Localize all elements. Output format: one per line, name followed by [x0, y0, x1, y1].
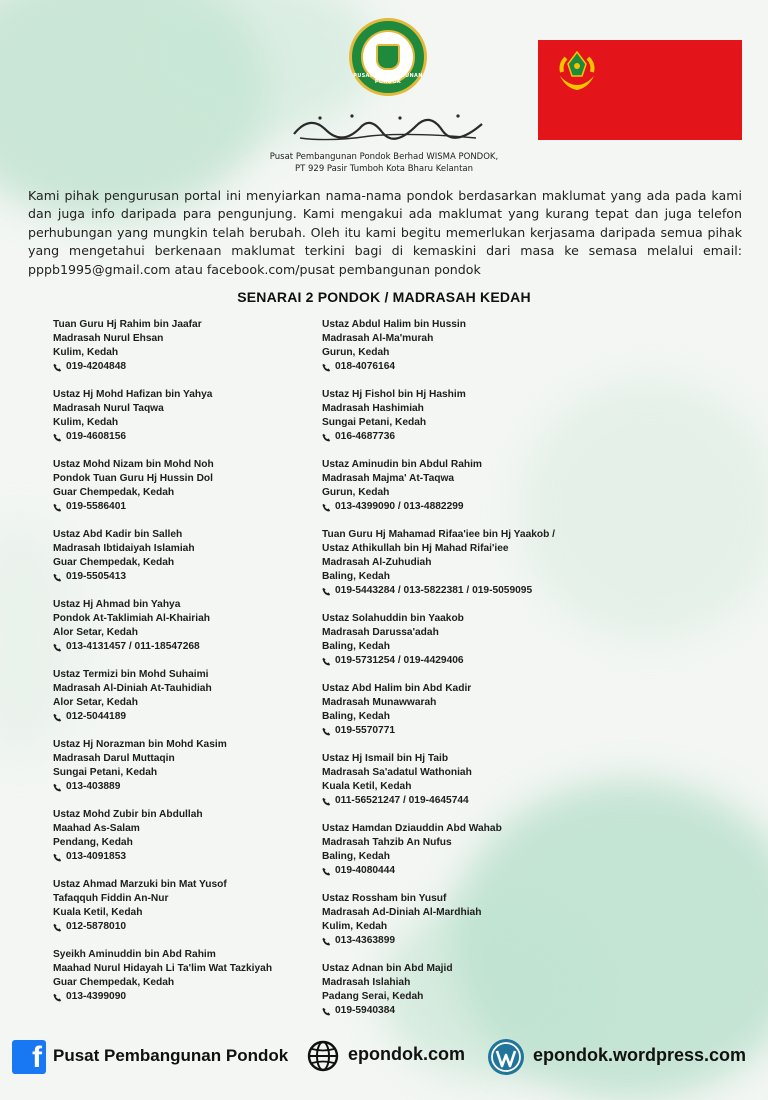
list-item [322, 612, 622, 682]
list-item [322, 682, 622, 752]
teacher-name: Ustaz Hj Fishol bin Hj Hashim [322, 389, 466, 400]
teacher-name: Ustaz Solahuddin bin Yaakob [322, 613, 464, 624]
school-name: Madrasah Tahzib An Nufus [322, 837, 452, 848]
teacher-name: Ustaz Abd Kadir bin Salleh [53, 529, 183, 540]
list-item [53, 948, 303, 1018]
organization-logo [349, 18, 427, 96]
phone-icon [322, 657, 331, 666]
phone-number: 019-5586401 [66, 501, 127, 512]
intro-paragraph: Kami pihak pengurusan portal ini menyiarkan nama-nama pondok berdasarkan maklumat yang ada pada kami dan juga info daripada para pengunjung. Kami mengakui ada maklumat yang kurang tepat dan juga telefon perhubungan yang mungkin telah berubah. Oleh itu kami begitu memerlukan kerjasama daripada semua pihak yang mengetahui berkenaan maklumat terkini bagi di kemaskini dari masa ke semasa melalui email: pppb1995@gmail.com atau facebook.com/pusat pembangunan pondok [28, 188, 742, 277]
list-item [322, 822, 622, 892]
website-label: epondok.com [348, 1044, 466, 1064]
school-name: Maahad As-Salam [53, 823, 140, 834]
list-item [322, 752, 622, 822]
phone-number: 019-5505413 [66, 571, 127, 582]
school-location: Alor Setar, Kedah [53, 627, 138, 638]
teacher-name: Tuan Guru Hj Mahamad Rifaa'iee bin Hj Yaakob / [322, 529, 556, 540]
school-location: Baling, Kedah [322, 571, 390, 582]
school-name: Madrasah Al-Ma'murah [322, 333, 434, 344]
list-item [53, 528, 303, 598]
phone-row [322, 360, 622, 374]
organization-address [0, 151, 768, 175]
teacher-name: Ustaz Hj Ahmad bin Yahya [53, 599, 181, 610]
pondok-list-right [322, 318, 622, 1032]
teacher-name: Ustaz Abd Halim bin Abd Kadir [322, 683, 472, 694]
list-item [53, 738, 303, 808]
teacher-name-secondary: Ustaz Athikullah bin Hj Mahad Rifai'iee [322, 543, 509, 554]
list-item [53, 808, 303, 878]
teacher-name: Ustaz Rossham bin Yusuf [322, 893, 447, 904]
teacher-name: Tuan Guru Hj Rahim bin Jaafar [53, 319, 202, 330]
phone-icon [53, 993, 62, 1002]
phone-row [53, 780, 303, 794]
kedah-flag [538, 40, 742, 140]
school-name: Madrasah Darussa'adah [322, 627, 439, 638]
school-location: Kuala Ketil, Kedah [322, 781, 412, 792]
teacher-name: Ustaz Abdul Halim bin Hussin [322, 319, 466, 330]
phone-row [53, 640, 303, 654]
school-name: Pondok At-Taklimiah Al-Khairiah [53, 613, 210, 624]
list-title: SENARAI 2 PONDOK / MADRASAH KEDAH [237, 289, 531, 305]
school-location: Kulim, Kedah [53, 347, 119, 358]
phone-icon [322, 587, 331, 596]
phone-number: 013-4131457 / 011-18547268 [66, 641, 200, 652]
phone-number: 013-4399090 [66, 991, 127, 1002]
phone-row [53, 920, 303, 934]
phone-row [53, 360, 303, 374]
phone-icon [322, 1007, 331, 1016]
school-name: Maahad Nurul Hidayah Li Ta'lim Wat Tazkiyah [53, 963, 273, 974]
phone-number: 012-5044189 [66, 711, 127, 722]
phone-number: 019-4204848 [66, 361, 127, 372]
phone-row [322, 1004, 622, 1018]
phone-row [322, 934, 622, 948]
phone-row [322, 724, 622, 738]
list-item [53, 878, 303, 948]
phone-number: 018-4076164 [335, 361, 396, 372]
wordpress-label: epondok.wordpress.com [533, 1045, 747, 1065]
list-item [53, 388, 303, 458]
phone-icon [322, 867, 331, 876]
school-location: Padang Serai, Kedah [322, 991, 424, 1002]
shield-icon [376, 44, 400, 70]
wordpress-icon [487, 1038, 525, 1076]
list-item [322, 962, 622, 1032]
school-location: Alor Setar, Kedah [53, 697, 138, 708]
logo-caption: PUSAT PEMBANGUNAN PONDOK [353, 73, 423, 85]
school-name: Madrasah Al-Diniah At-Tauhidiah [53, 683, 212, 694]
phone-number: 013-4399090 / 013-4882299 [335, 501, 464, 512]
pondok-list-left [53, 318, 303, 1018]
phone-number: 019-5940384 [335, 1005, 396, 1016]
phone-row [322, 794, 622, 808]
facebook-label: Pusat Pembangunan Pondok [53, 1046, 289, 1065]
school-name: Madrasah Munawwarah [322, 697, 437, 708]
list-item [53, 598, 303, 668]
phone-number: 016-4687736 [335, 431, 396, 442]
phone-number: 013-4091853 [66, 851, 127, 862]
flag-emblem-icon [552, 46, 602, 96]
phone-row [53, 850, 303, 864]
school-location: Gurun, Kedah [322, 347, 390, 358]
teacher-name: Syeikh Aminuddin bin Abd Rahim [53, 949, 216, 960]
teacher-name: Ustaz Adnan bin Abd Majid [322, 963, 453, 974]
school-name: Madrasah Sa'adatul Wathoniah [322, 767, 472, 778]
phone-icon [53, 503, 62, 512]
jawi-calligraphy-logo [290, 106, 486, 146]
globe-icon [307, 1040, 339, 1072]
phone-icon [322, 727, 331, 736]
phone-icon [53, 853, 62, 862]
list-item [322, 528, 622, 612]
phone-number: 011-56521247 / 019-4645744 [335, 795, 469, 806]
teacher-name: Ustaz Hj Norazman bin Mohd Kasim [53, 739, 227, 750]
teacher-name: Ustaz Termizi bin Mohd Suhaimi [53, 669, 209, 680]
phone-icon [53, 783, 62, 792]
phone-row [322, 654, 622, 668]
teacher-name: Ustaz Hj Mohd Hafizan bin Yahya [53, 389, 213, 400]
phone-icon [53, 433, 62, 442]
school-name: Pondok Tuan Guru Hj Hussin Dol [53, 473, 213, 484]
teacher-name: Ustaz Aminudin bin Abdul Rahim [322, 459, 482, 470]
phone-number: 019-5443284 / 013-5822381 / 019-5059095 [335, 585, 533, 596]
school-name: Madrasah Darul Muttaqin [53, 753, 175, 764]
phone-icon [53, 573, 62, 582]
phone-icon [53, 643, 62, 652]
school-location: Guar Chempedak, Kedah [53, 487, 175, 498]
school-location: Kuala Ketil, Kedah [53, 907, 143, 918]
list-item [322, 458, 622, 528]
school-name: Madrasah Majma' At-Taqwa [322, 473, 455, 484]
school-name: Madrasah Nurul Ehsan [53, 333, 164, 344]
school-name: Madrasah Hashimiah [322, 403, 424, 414]
phone-row [53, 430, 303, 444]
school-name: Madrasah Ibtidaiyah Islamiah [53, 543, 195, 554]
school-location: Kulim, Kedah [53, 417, 119, 428]
school-location: Kulim, Kedah [322, 921, 388, 932]
school-location: Baling, Kedah [322, 641, 390, 652]
school-name: Tafaqquh Fiddin An-Nur [53, 893, 169, 904]
phone-icon [53, 713, 62, 722]
phone-row [322, 430, 622, 444]
phone-icon [322, 797, 331, 806]
phone-number: 012-5878010 [66, 921, 127, 932]
list-item [53, 318, 303, 388]
phone-number: 019-5570771 [335, 725, 396, 736]
school-name: Madrasah Nurul Taqwa [53, 403, 164, 414]
phone-icon [322, 363, 331, 372]
list-item [322, 318, 622, 388]
address-line: Pusat Pembangunan Pondok Berhad WISMA PONDOK, [269, 152, 499, 162]
phone-row [322, 584, 622, 598]
phone-number: 019-4608156 [66, 431, 127, 442]
school-location: Sungai Petani, Kedah [322, 417, 427, 428]
phone-row [322, 500, 622, 514]
phone-icon [53, 923, 62, 932]
phone-row [322, 864, 622, 878]
phone-row [53, 500, 303, 514]
phone-icon [322, 503, 331, 512]
list-item [322, 388, 622, 458]
phone-row [53, 570, 303, 584]
school-location: Guar Chempedak, Kedah [53, 977, 175, 988]
school-location: Baling, Kedah [322, 851, 390, 862]
facebook-icon: f [12, 1040, 46, 1074]
school-location: Guar Chempedak, Kedah [53, 557, 175, 568]
teacher-name: Ustaz Mohd Zubir bin Abdullah [53, 809, 203, 820]
school-name: Madrasah Ad-Diniah Al-Mardhiah [322, 907, 482, 918]
phone-icon [322, 937, 331, 946]
phone-row [53, 990, 303, 1004]
list-item [322, 892, 622, 962]
phone-row [53, 710, 303, 724]
school-location: Gurun, Kedah [322, 487, 390, 498]
phone-icon [322, 433, 331, 442]
teacher-name: Ustaz Hamdan Dziauddin Abd Wahab [322, 823, 502, 834]
teacher-name: Ustaz Mohd Nizam bin Mohd Noh [53, 459, 214, 470]
school-location: Sungai Petani, Kedah [53, 767, 158, 778]
school-name: Madrasah Al-Zuhudiah [322, 557, 432, 568]
phone-number: 013-4363899 [335, 935, 396, 946]
list-item [53, 458, 303, 528]
school-name: Madrasah Islahiah [322, 977, 411, 988]
phone-number: 019-5731254 / 019-4429406 [335, 655, 464, 666]
teacher-name: Ustaz Hj Ismail bin Hj Taib [322, 753, 449, 764]
list-item [53, 668, 303, 738]
phone-number: 019-4080444 [335, 865, 396, 876]
address-line: PT 929 Pasir Tumboh Kota Bharu Kelantan [294, 164, 473, 174]
school-location: Pendang, Kedah [53, 837, 133, 848]
phone-icon [53, 363, 62, 372]
phone-number: 013-403889 [66, 781, 121, 792]
school-location: Baling, Kedah [322, 711, 390, 722]
teacher-name: Ustaz Ahmad Marzuki bin Mat Yusof [53, 879, 227, 890]
